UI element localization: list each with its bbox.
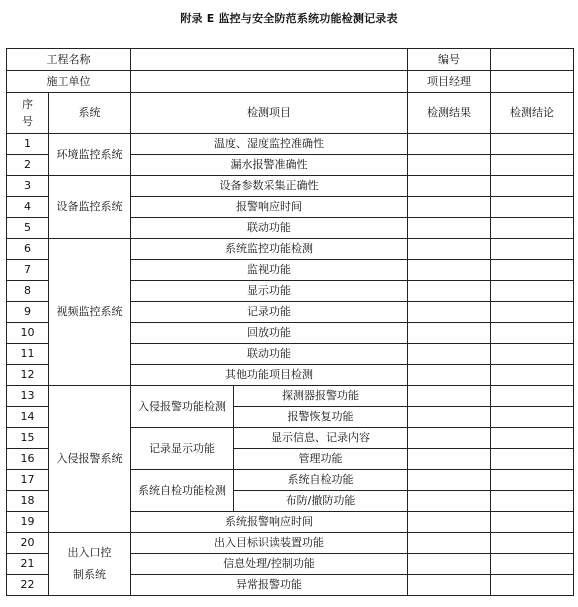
conclusion-cell[interactable] [491, 533, 574, 554]
result-cell[interactable] [408, 260, 491, 281]
result-cell[interactable] [408, 491, 491, 512]
row-number: 19 [7, 512, 49, 533]
check-item: 系统监控功能检测 [131, 239, 408, 260]
row-number: 6 [7, 239, 49, 260]
result-cell[interactable] [408, 323, 491, 344]
check-item: 联动功能 [131, 344, 408, 365]
column-header-item: 检测项目 [131, 93, 408, 134]
conclusion-cell[interactable] [491, 134, 574, 155]
check-item: 信息处理/控制功能 [131, 554, 408, 575]
result-cell[interactable] [408, 155, 491, 176]
number-value[interactable] [491, 49, 574, 71]
conclusion-cell[interactable] [491, 491, 574, 512]
row-number: 3 [7, 176, 49, 197]
row-number: 7 [7, 260, 49, 281]
check-item: 管理功能 [234, 449, 408, 470]
row-number: 20 [7, 533, 49, 554]
conclusion-cell[interactable] [491, 176, 574, 197]
system-env: 环境监控系统 [49, 134, 131, 176]
table-row [7, 134, 574, 155]
column-header-system: 系统 [49, 93, 131, 134]
system-access: 出入口控制系统 [49, 533, 131, 596]
result-cell[interactable] [408, 197, 491, 218]
conclusion-cell[interactable] [491, 512, 574, 533]
result-cell[interactable] [408, 218, 491, 239]
conclusion-cell[interactable] [491, 281, 574, 302]
system-intrusion: 入侵报警系统 [49, 386, 131, 533]
conclusion-cell[interactable] [491, 323, 574, 344]
check-item: 报警响应时间 [131, 197, 408, 218]
contractor-label: 施工单位 [7, 71, 131, 93]
table-row [7, 176, 574, 197]
row-number: 18 [7, 491, 49, 512]
check-item: 设备参数采集正确性 [131, 176, 408, 197]
row-number: 5 [7, 218, 49, 239]
subgroup-record-display: 记录显示功能 [131, 428, 234, 470]
check-item: 异常报警功能 [131, 575, 408, 596]
row-number: 4 [7, 197, 49, 218]
row-number: 22 [7, 575, 49, 596]
inspection-record-table [6, 48, 574, 596]
conclusion-cell[interactable] [491, 239, 574, 260]
result-cell[interactable] [408, 239, 491, 260]
manager-label: 项目经理 [408, 71, 491, 93]
conclusion-cell[interactable] [491, 218, 574, 239]
check-item: 出入目标识读装置功能 [131, 533, 408, 554]
check-item: 系统自检功能 [234, 470, 408, 491]
page-title: 附录 E 监控与安全防范系统功能检测记录表 [180, 12, 398, 25]
result-cell[interactable] [408, 449, 491, 470]
conclusion-cell[interactable] [491, 302, 574, 323]
check-item: 显示信息、记录内容 [234, 428, 408, 449]
conclusion-cell[interactable] [491, 470, 574, 491]
result-cell[interactable] [408, 407, 491, 428]
check-item: 记录功能 [131, 302, 408, 323]
conclusion-cell[interactable] [491, 344, 574, 365]
check-item: 联动功能 [131, 218, 408, 239]
result-cell[interactable] [408, 575, 491, 596]
conclusion-cell[interactable] [491, 197, 574, 218]
check-item: 其他功能项目检测 [131, 365, 408, 386]
result-cell[interactable] [408, 533, 491, 554]
check-item: 布防/撤防功能 [234, 491, 408, 512]
row-number: 11 [7, 344, 49, 365]
conclusion-cell[interactable] [491, 260, 574, 281]
conclusion-cell[interactable] [491, 155, 574, 176]
project-name-label: 工程名称 [7, 49, 131, 71]
result-cell[interactable] [408, 365, 491, 386]
check-item: 漏水报警准确性 [131, 155, 408, 176]
check-item: 探测器报警功能 [234, 386, 408, 407]
result-cell[interactable] [408, 554, 491, 575]
row-number: 2 [7, 155, 49, 176]
result-cell[interactable] [408, 344, 491, 365]
conclusion-cell[interactable] [491, 449, 574, 470]
check-item: 系统报警响应时间 [131, 512, 408, 533]
subgroup-self-check: 系统自检功能检测 [131, 470, 234, 512]
conclusion-cell[interactable] [491, 554, 574, 575]
project-name-value[interactable] [131, 49, 408, 71]
conclusion-cell[interactable] [491, 386, 574, 407]
row-number: 15 [7, 428, 49, 449]
row-number: 17 [7, 470, 49, 491]
result-cell[interactable] [408, 281, 491, 302]
column-header-result: 检测结果 [408, 93, 491, 134]
conclusion-cell[interactable] [491, 575, 574, 596]
table-row [7, 239, 574, 260]
manager-value[interactable] [491, 71, 574, 93]
result-cell[interactable] [408, 512, 491, 533]
row-number: 21 [7, 554, 49, 575]
table-row [7, 533, 574, 554]
result-cell[interactable] [408, 386, 491, 407]
contractor-value[interactable] [131, 71, 408, 93]
result-cell[interactable] [408, 428, 491, 449]
row-number: 13 [7, 386, 49, 407]
row-number: 8 [7, 281, 49, 302]
conclusion-cell[interactable] [491, 428, 574, 449]
row-number: 16 [7, 449, 49, 470]
table-row [7, 386, 574, 407]
row-number: 10 [7, 323, 49, 344]
conclusion-cell[interactable] [491, 365, 574, 386]
check-item: 报警恢复功能 [234, 407, 408, 428]
result-cell[interactable] [408, 176, 491, 197]
row-number: 9 [7, 302, 49, 323]
column-header-conclusion: 检测结论 [491, 93, 574, 134]
check-item: 监视功能 [131, 260, 408, 281]
system-device: 设备监控系统 [49, 176, 131, 239]
result-cell[interactable] [408, 302, 491, 323]
row-number: 1 [7, 134, 49, 155]
system-video: 视频监控系统 [49, 239, 131, 386]
conclusion-cell[interactable] [491, 407, 574, 428]
number-label: 编号 [408, 49, 491, 71]
result-cell[interactable] [408, 134, 491, 155]
check-item: 温度、湿度监控准确性 [131, 134, 408, 155]
check-item: 回放功能 [131, 323, 408, 344]
column-header-seq: 序号 [7, 93, 49, 134]
result-cell[interactable] [408, 470, 491, 491]
row-number: 14 [7, 407, 49, 428]
subgroup-intrusion-detect: 入侵报警功能检测 [131, 386, 234, 428]
row-number: 12 [7, 365, 49, 386]
check-item: 显示功能 [131, 281, 408, 302]
